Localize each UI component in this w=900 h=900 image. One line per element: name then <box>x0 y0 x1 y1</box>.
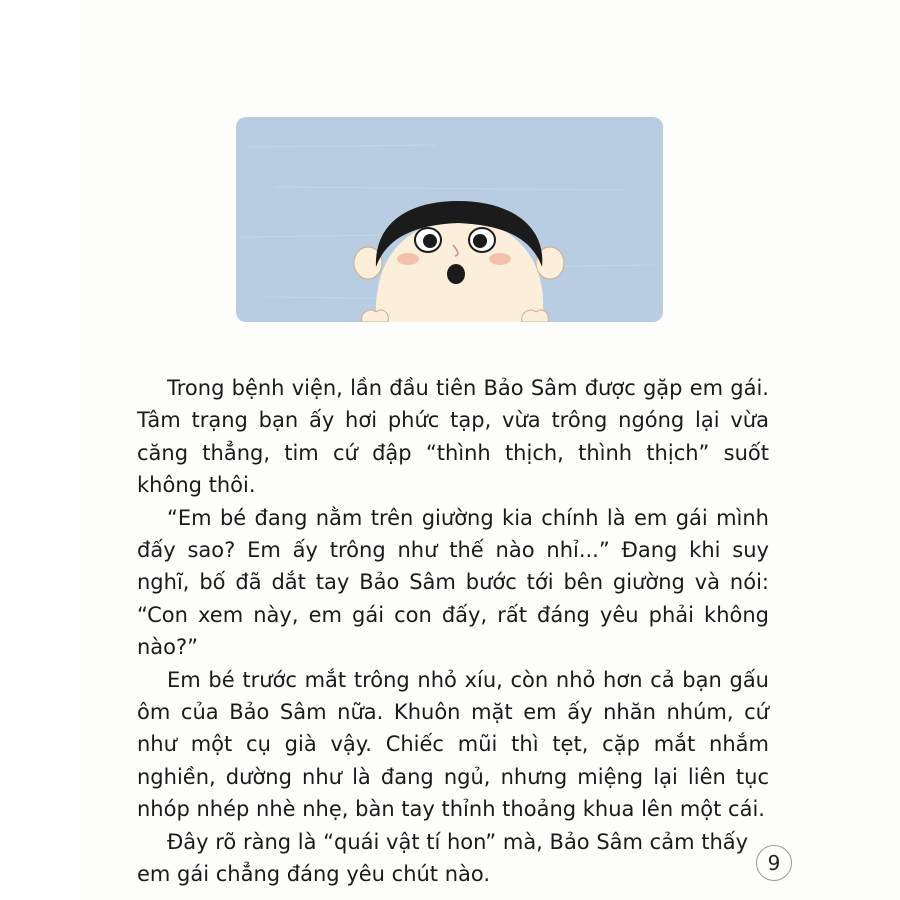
story-paragraph: Em bé trước mắt trông nhỏ xíu, còn nhỏ hơn cả bạn gấu ôm của Bảo Sâm nữa. Khuôn mặt em ấy nhăn nhúm, cứ như một cụ già vậy. Chiếc mũi thì tẹt, cặp mắt nhắm nghiền, dường như là đang ngủ, nhưng miệng lại liên tục nhóp nhép nhè nhẹ, bàn tay thỉnh thoảng khua lên một cái. <box>137 667 769 822</box>
story-text <box>137 372 769 891</box>
boy-peeking-illustration <box>236 117 663 322</box>
illustration-panel <box>236 117 663 322</box>
right-eye <box>473 234 487 248</box>
story-paragraph: Trong bệnh viện, lần đầu tiên Bảo Sâm được gặp em gái. Tâm trạng bạn ấy hơi phức tạp, vừa trông ngóng lại vừa căng thẳng, tim cứ đập “thình thịch, thình thịch” suốt không thôi. <box>137 376 769 498</box>
page-number: 9 <box>756 845 792 881</box>
left-eye <box>423 234 437 248</box>
mouth <box>447 264 465 284</box>
story-paragraph: “Em bé đang nằm trên giường kia chính là em gái mình đấy sao? Em ấy trông như thế nào nhỉ...” Đang khi suy nghĩ, bố đã dắt tay Bảo Sâm bước tới bên giường và nói: “Con xem này, em gái con đấy, rất đáng yêu phải không nào?” <box>137 505 769 660</box>
right-hand <box>522 310 549 322</box>
page-gutter <box>0 0 80 900</box>
story-paragraph: Đây rõ ràng là “quái vật tí hon” mà, Bảo Sâm cảm thấy em gái chẳng đáng yêu chút nào. <box>137 829 749 887</box>
left-hand <box>362 310 389 322</box>
